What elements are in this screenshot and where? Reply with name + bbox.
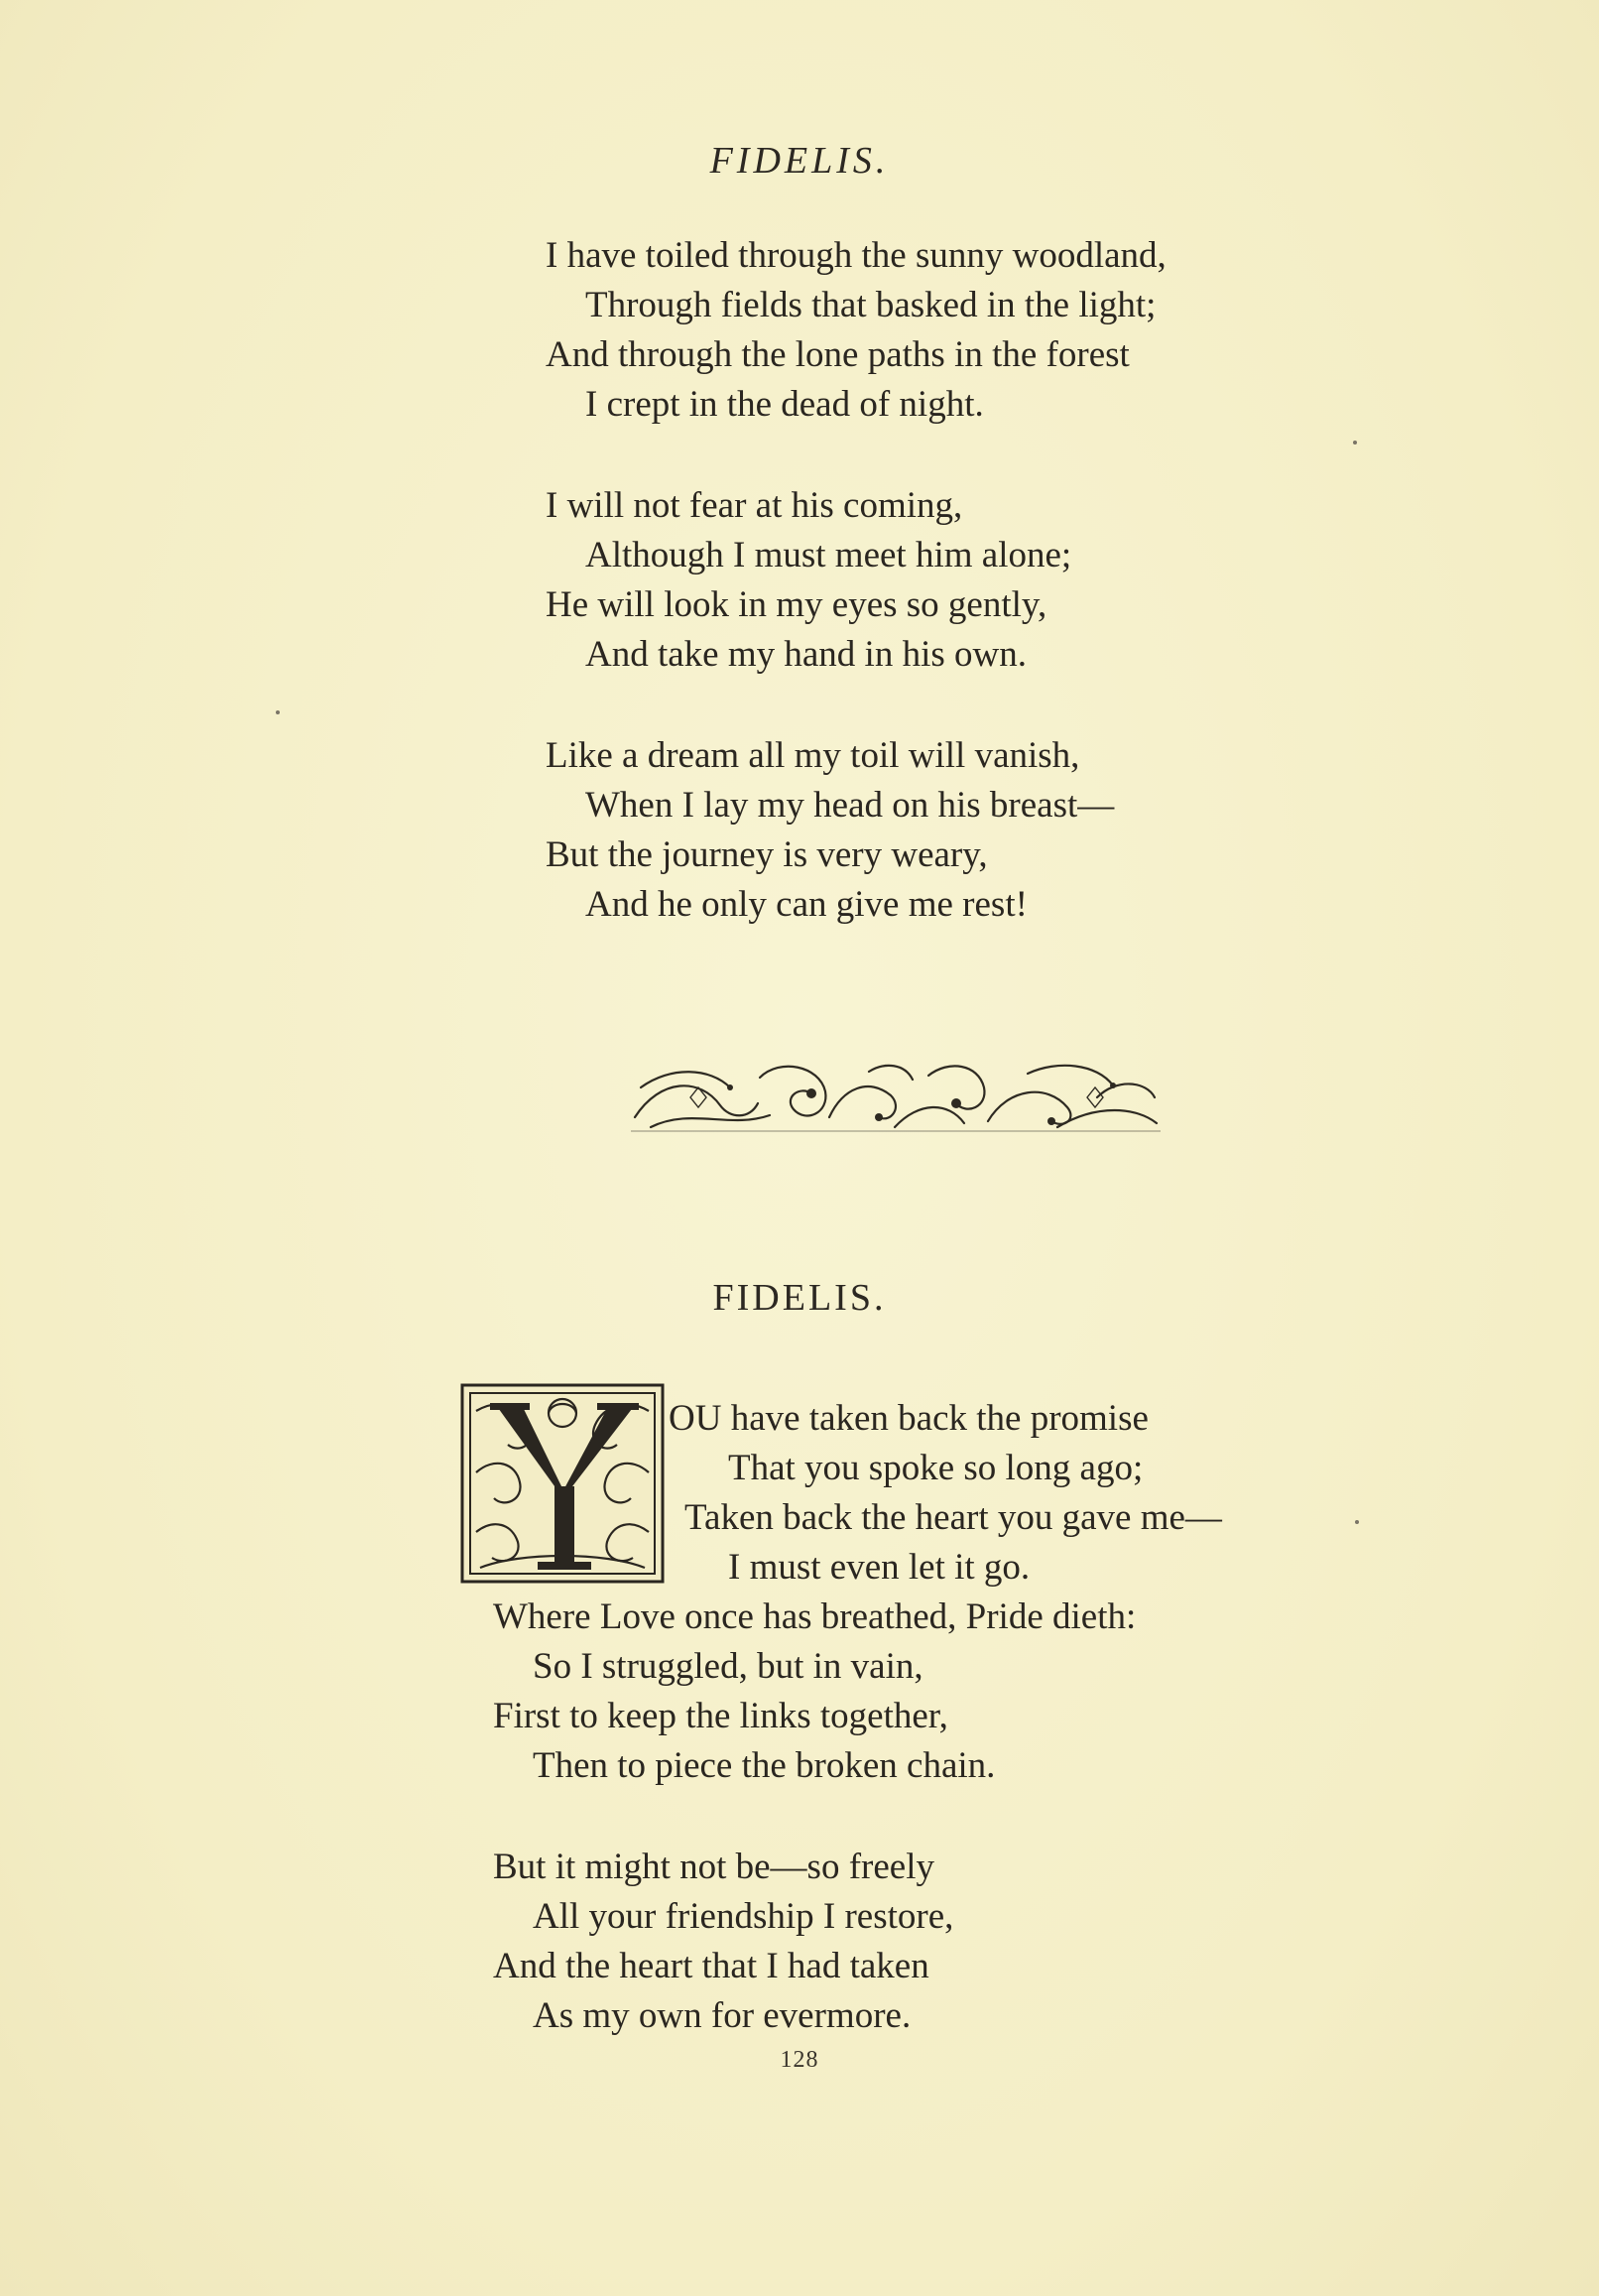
poem-line: And he only can give me rest! xyxy=(585,884,1028,925)
poem-line: First to keep the links together, xyxy=(493,1696,948,1736)
poem-line: But it might not be—so freely xyxy=(493,1847,934,1887)
stanza-break xyxy=(493,1791,1222,1843)
poem-line: I will not fear at his coming, xyxy=(546,485,963,526)
poem-1 xyxy=(546,231,1167,930)
poem-line: And take my hand in his own. xyxy=(585,634,1027,675)
poem-line: And through the lone paths in the forest xyxy=(546,334,1130,375)
poem-line: All your friendship I restore, xyxy=(533,1896,954,1937)
poem-line: Then to piece the broken chain. xyxy=(533,1745,996,1786)
poem-line: I must even let it go. xyxy=(728,1547,1031,1588)
poem-line: OU have taken back the promise xyxy=(669,1398,1149,1439)
paper-speck xyxy=(276,710,280,714)
poem-line: When I lay my head on his breast— xyxy=(585,785,1115,826)
poem-line: So I struggled, but in vain, xyxy=(533,1646,923,1687)
ornamental-divider-icon xyxy=(631,1058,1161,1133)
poem-line: Where Love once has breathed, Pride dieth: xyxy=(493,1596,1137,1637)
poem-line: Although I must meet him alone; xyxy=(585,535,1072,575)
stanza-break xyxy=(546,430,1167,481)
poem-line: I have toiled through the sunny woodland, xyxy=(546,235,1167,276)
poem-2-title: FIDELIS. xyxy=(712,1277,887,1319)
poem-line: As my own for evermore. xyxy=(533,1995,912,2036)
poem-line: But the journey is very weary, xyxy=(546,834,988,875)
paper-speck xyxy=(1355,1520,1359,1524)
poem-line: He will look in my eyes so gently, xyxy=(546,584,1047,625)
stanza-break xyxy=(546,680,1167,731)
poem-line: And the heart that I had taken xyxy=(493,1946,929,1986)
poem-2 xyxy=(493,1394,1222,2041)
page-number: 128 xyxy=(780,2047,819,2073)
poem-line: That you spoke so long ago; xyxy=(728,1448,1144,1488)
poem-line: Like a dream all my toil will vanish, xyxy=(546,735,1080,776)
poem-line: Through fields that basked in the light; xyxy=(585,285,1157,325)
poem-line: I crept in the dead of night. xyxy=(585,384,984,425)
poem-line: Taken back the heart you gave me— xyxy=(684,1497,1222,1538)
running-head: FIDELIS. xyxy=(709,140,890,182)
paper-speck xyxy=(1353,441,1357,445)
